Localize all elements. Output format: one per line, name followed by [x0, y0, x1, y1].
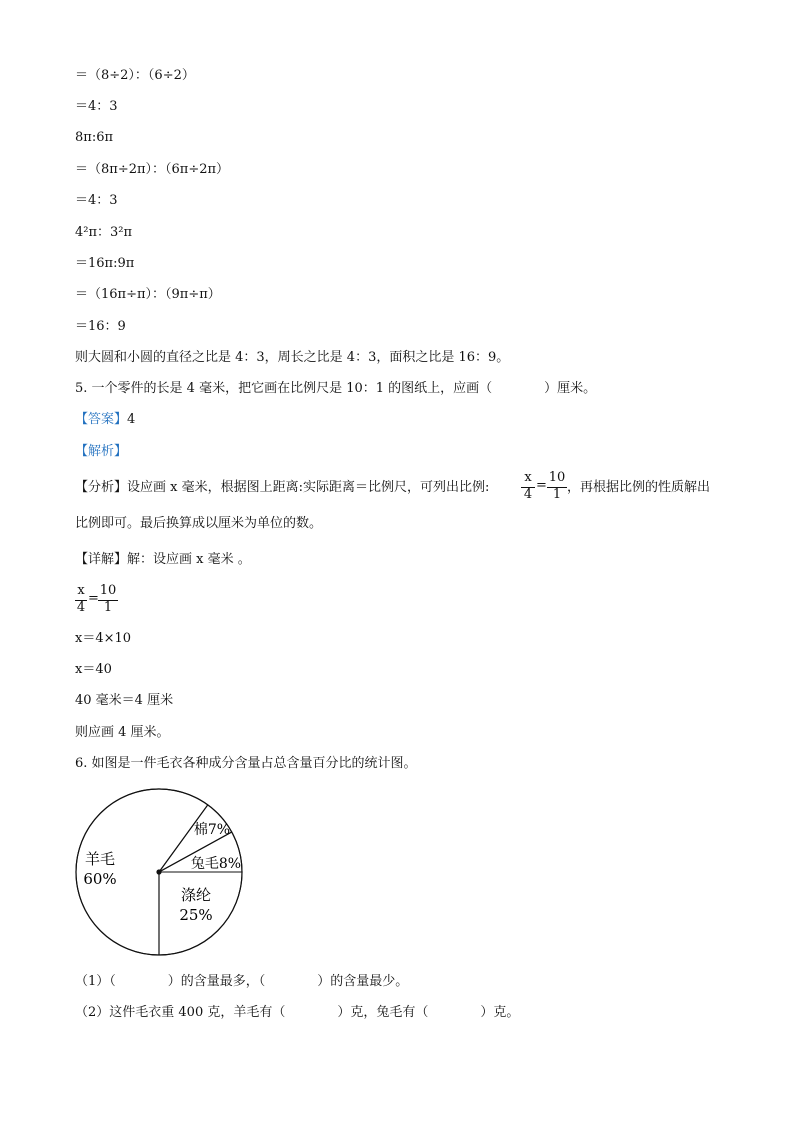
equation-equals: = — [88, 591, 99, 606]
step-line: ＝（16π÷π）：（9π÷π） — [75, 287, 221, 302]
solution-step: 40 毫米＝4 厘米 — [75, 693, 174, 708]
solution-step: x＝40 — [75, 662, 112, 677]
analysis-tag: 【解析】 — [75, 444, 128, 459]
q6-sub-question-1: （1）（ ）的含量最多，（ ）的含量最少。 — [75, 974, 409, 989]
detail-text: 解：设应画 x 毫米 。 — [127, 552, 251, 567]
step-line: ＝（8÷2）：（6÷2） — [75, 68, 195, 83]
q5-answer — [75, 411, 135, 429]
solution-step: x＝4×10 — [75, 631, 132, 646]
slice-label: 兔毛8% — [190, 856, 242, 872]
detail-line — [75, 551, 251, 569]
step-line: ＝（8π÷2π）：（6π÷2π） — [75, 162, 230, 177]
conclusion-text: 则大圆和小圆的直径之比是 4：3，周长之比是 4：3，面积之比是 16：9。 — [75, 350, 510, 365]
step-line: ＝16π:9π — [75, 256, 135, 271]
slice-label: 涤纶 — [180, 886, 212, 904]
pie-center-dot — [156, 869, 161, 874]
fenxi-text-2: ，再根据比例的性质解出 — [567, 480, 711, 495]
slice-value-label: 60% — [83, 870, 117, 888]
equals-sign: = — [536, 478, 547, 493]
answer-tag: 【答案】 — [75, 412, 128, 427]
slice-label: 羊毛 — [84, 850, 116, 868]
step-line: 4²π：3²π — [75, 225, 133, 240]
fenxi-tag: 【分析】 — [75, 480, 128, 495]
step-line: ＝16：9 — [75, 319, 126, 334]
step-line: ＝4：3 — [75, 193, 118, 208]
pie-chart — [60, 780, 260, 965]
equation-fraction-x-over-4: x 4 — [76, 583, 86, 615]
slice-value-label: 25% — [179, 906, 213, 924]
q5-question: 5. 一个零件的长是 4 毫米，把它画在比例尺是 10：1 的图纸上，应画（ ）厘米。 — [75, 381, 597, 396]
detail-tag: 【详解】 — [75, 552, 128, 567]
step-line: ＝4：3 — [75, 99, 118, 114]
fenxi-line-1 — [75, 479, 489, 497]
fenxi-text-1: 设应画 x 毫米，根据图上距离:实际距离＝比例尺，可列出比例: — [127, 480, 490, 495]
solution-step: 则应画 4 厘米。 — [75, 725, 170, 740]
fraction-10-over-1: 10 1 — [548, 470, 566, 502]
answer-value: 4 — [127, 412, 136, 427]
equation-fraction-10-over-1: 10 1 — [99, 583, 117, 615]
fraction-x-over-4: x 4 — [521, 471, 535, 505]
slice-label: 棉7% — [193, 822, 231, 838]
q6-sub-question-2: （2）这件毛衣重 400 克，羊毛有（ ）克，兔毛有（ ）克。 — [75, 1005, 520, 1020]
q6-question: 6. 如图是一件毛衣各种成分含量占总含量百分比的统计图。 — [75, 756, 417, 771]
fenxi-text-3: 比例即可。最后换算成以厘米为单位的数。 — [75, 516, 323, 531]
step-line: 8π:6π — [75, 130, 114, 145]
